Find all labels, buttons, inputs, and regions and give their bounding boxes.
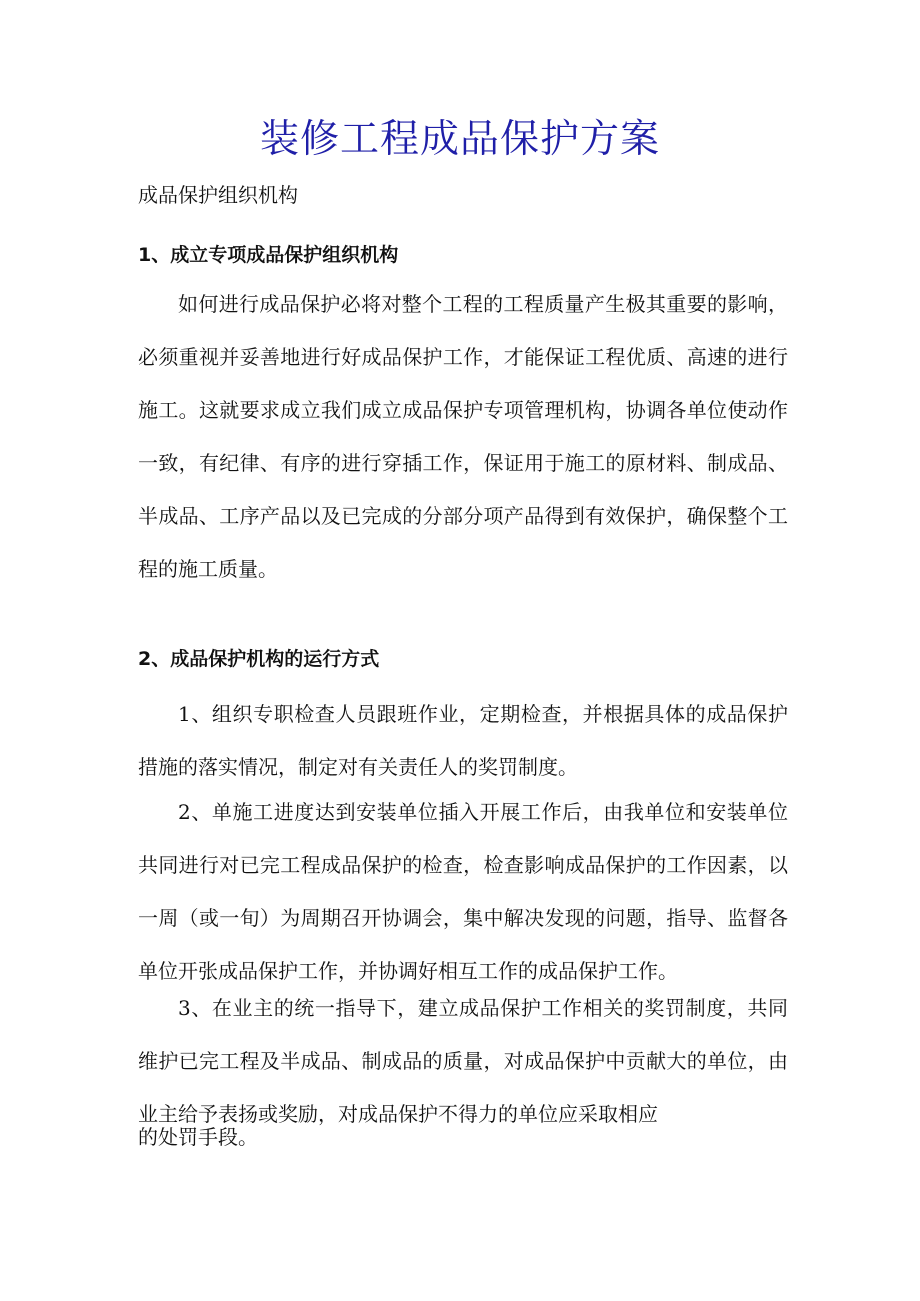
section-heading: 2、成品保护机构的运行方式 [138, 648, 380, 670]
section-paragraph: 如何进行成品保护必将对整个工程的工程质量产生极其重要的影响，必须重视并妥善地进行好成品保护工作，才能保证工程优质、高速的进行施工。这就要求成立我们成立成品保护专项管理机构，协调各单位使动作一致，有纪律、有序的进行穿插工作，保证用于施工的原材料、制成品、半成品、工序产品以及已完成的分部分项产品得到有效保护，确保整个工程的施工质量。 [138, 292, 788, 581]
section-paragraph: 2、单施工进度达到安装单位插入开展工作后，由我单位和安装单位共同进行对已完工程成品保护的检查，检查影响成品保护的工作因素，以一周（或一旬）为周期召开协调会，集中解决发现的问题，指导、监督各单位开张成品保护工作，并协调好相互工作的成品保护工作。 [138, 800, 788, 983]
document-title: 装修工程成品保护方案 [259, 117, 660, 162]
document-subtitle: 成品保护组织机构 [138, 183, 298, 207]
section-paragraph-continuation: 的处罚手段。 [138, 1125, 258, 1149]
section-heading: 1、成立专项成品保护组织机构 [138, 244, 399, 266]
section-paragraph: 3、在业主的统一指导下，建立成品保护工作相关的奖罚制度，共同维护已完工程及半成品、制成品的质量，对成品保护中贡献大的单位，由业主给予表扬或奖励，对成品保护不得力的单位应采取相应 [138, 996, 788, 1126]
section-paragraph: 1、组织专职检查人员跟班作业，定期检查，并根据具体的成品保护措施的落实情况，制定对有关责任人的奖罚制度。 [138, 702, 788, 779]
